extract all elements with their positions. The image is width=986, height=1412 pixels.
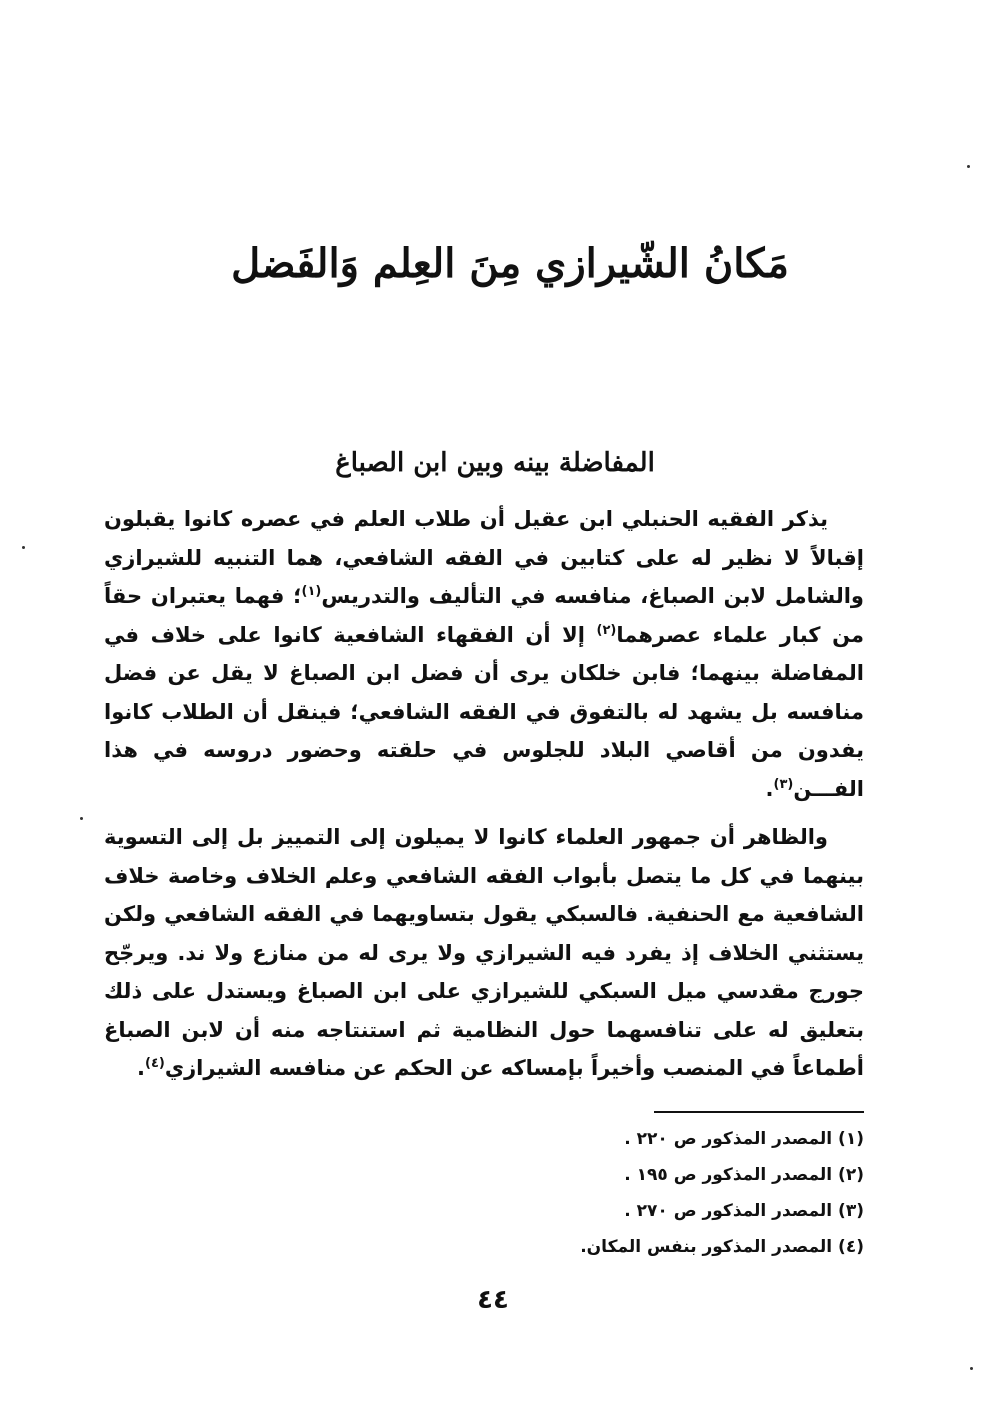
footnote-divider [654,1111,864,1113]
scan-speck [970,1367,973,1370]
paragraph-1-text-2: ؛ فهما يعتبران حقاً من كبار علماء عصرهما [104,584,864,647]
footnote-2: (٢) المصدر المذكور ص ١٩٥ . [624,1165,864,1185]
body-text [104,500,864,1088]
paragraph-2 [104,818,864,1088]
scan-speck [80,817,83,820]
footnote-1: (١) المصدر المذكور ص ٢٢٠ . [624,1129,864,1149]
section-heading: المفاضلة بينه وبين ابن الصباغ [335,448,655,478]
paragraph-2-text: والظاهر أن جمهور العلماء كانوا لا يميلون إلى التمييز بل إلى التسوية بينهما في كل ما يتصل بأبواب الفقه الشافعي وعلم الخلاف وخاصة خلاف الشافعية مع الحنفية. فالسبكي يقول بتساويهما في الفقه الشافعي ولكن يستثني الخلاف إذ يفرد فيه الشيرازي ولا يرى له من منازع ولا ند. ويرجّح جورج مقدسي ميل السبكي للشيرازي على ابن الصباغ ويستدل على ذلك بتعليق له على تنافسهما حول النظامية ثم استنتاجه منه أن لابن الصباغ أطماعاً في المنصب وأخيراً بإمساكه عن الحكم عن منافسه الشيرازي [104,825,864,1080]
paragraph-2-end: . [137,1056,145,1080]
page-number: ٤٤ [477,1285,509,1315]
chapter-title: مَكانُ الشّيرازي مِنَ العِلم وَالفَضل [231,240,789,287]
footnote-ref-1: (١) [301,584,322,599]
paragraph-1 [104,500,864,808]
footnote-4: (٤) المصدر المذكور بنفس المكان. [580,1237,864,1257]
paragraph-1-text: يذكر الفقيه الحنبلي ابن عقيل أن طلاب العلم في عصره كانوا يقبلون إقبالاً لا نظير له على كتابين في الفقه الشافعي، هما التنبيه للشيرازي والشامل لابن الصباغ، منافسه في التأليف والتدريس [104,507,864,608]
scan-speck [22,546,25,549]
footnotes [300,1121,864,1265]
footnote-ref-3: (٣) [773,776,794,792]
paragraph-1-end: . [765,776,774,801]
footnote-3: (٣) المصدر المذكور ص ٢٧٠ . [624,1201,864,1221]
footnote-ref-2: (٢) [596,622,617,638]
paragraph-1-text-3: إلا أن الفقهاء الشافعية كانوا على خلاف في المفاضلة بينهما؛ فابن خلكان يرى أن فضل ابن الصباغ لا يقل عن فضل منافسه بل يشهد له بالتفوق في الفقه الشافعي؛ فينقل أن الطلاب كانوا يفدون من أقاصي البلاد للجلوس في حلقته وحضور دروسه في هذا الفـــن [104,622,864,801]
footnote-ref-4: (٤) [145,1056,165,1071]
scan-speck [967,165,970,168]
